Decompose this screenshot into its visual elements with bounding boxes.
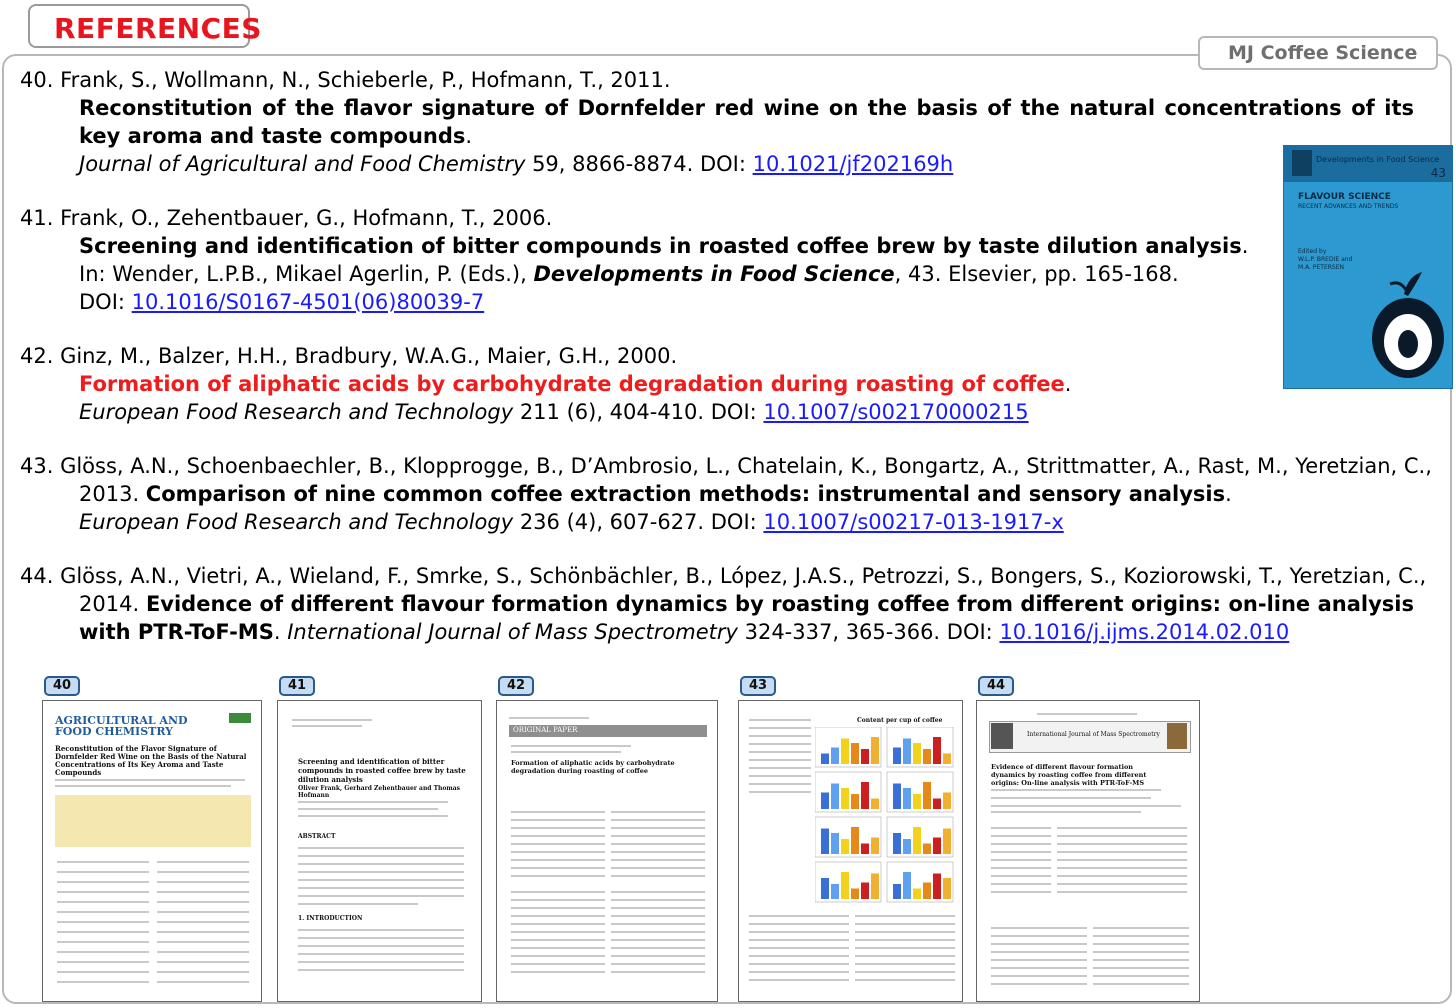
mini-bar <box>923 749 931 764</box>
reference-authors: 40. Frank, S., Wollmann, N., Schieberle, P., Hofmann, T., 2011. <box>20 68 671 92</box>
mini-bar <box>821 829 829 855</box>
paper-thumbnail-40[interactable]: AGRICULTURAL AND FOOD CHEMISTRY Reconstitution of the Flavor Signature of Dornfelder Red Wine on the Basis of the Natural Concentrations of Its Key Aroma and Taste Compounds <box>42 700 262 1002</box>
paper-thumbnail-44[interactable]: International Journal of Mass Spectrometry Evidence of different flavour formation dynamics by roasting coffee from different origins: On-line analysis with PTR-ToF-MS <box>976 700 1200 1002</box>
doi-link[interactable]: 10.1007/s002170000215 <box>763 400 1029 424</box>
reference-authors: 44. Glöss, A.N., Vietri, A., Wieland, F., Smrke, S., Schönbächler, B., López, J.A.S., Petrozzi, S., Bongers, S., Koziorowski, T., Yeretzian, C., <box>20 564 1427 588</box>
paper-thumbnail-42[interactable]: ORIGINAL PAPER Formation of aliphatic acids by carbohydrate degradation during roasting of coffee <box>496 700 718 1002</box>
doi-link[interactable]: 10.1007/s00217-013-1917-x <box>763 510 1064 534</box>
mini-bar <box>913 827 921 854</box>
mini-bar <box>923 844 931 855</box>
paper-thumbnail-43[interactable]: Content per cup of coffee <box>738 700 963 1002</box>
reference-details: 59, 8866-8874. DOI: <box>525 152 753 176</box>
journal-name: European Food Research and Technology <box>79 400 514 424</box>
mini-bar <box>933 874 941 900</box>
mini-bar <box>861 883 869 900</box>
mini-bar <box>933 737 941 764</box>
doi-link[interactable]: 10.1016/j.ijms.2014.02.010 <box>999 620 1290 644</box>
reference-title: Comparison of nine common coffee extraction methods: instrumental and sensory analysis <box>145 482 1226 506</box>
mini-bar <box>861 844 869 855</box>
reference-authors: 41. Frank, O., Zehentbauer, G., Hofmann, T., 2006. <box>20 206 553 230</box>
book-title: Developments in Food Science <box>533 262 895 286</box>
mini-bar <box>841 839 849 854</box>
mini-bar <box>943 754 951 765</box>
abstract-box <box>55 795 251 847</box>
doi-link[interactable]: 10.1021/jf202169h <box>752 152 954 176</box>
mini-bar <box>841 872 849 899</box>
mini-bar <box>933 799 941 810</box>
thumbnail-badge: 42 <box>498 676 534 696</box>
mini-bar <box>923 883 931 900</box>
mini-bar <box>851 827 859 854</box>
mini-bar <box>893 884 901 899</box>
mini-bar <box>831 833 839 854</box>
publisher-text: , 43. Elsevier, pp. 165-168. <box>894 262 1179 286</box>
mini-bar <box>851 743 859 764</box>
page-title: REFERENCES <box>54 12 262 45</box>
mini-bar <box>913 889 921 900</box>
mini-bar <box>923 782 931 809</box>
thumbnail-badge: 43 <box>740 676 776 696</box>
mini-bar <box>943 793 951 810</box>
mini-bar <box>841 788 849 809</box>
mini-bar <box>851 889 859 900</box>
reference-40: 40. Frank, S., Wollmann, N., Schieberle, P., Hofmann, T., 2011. Reconstitution of the flavor signature of Dornfelder red wine on the basis of the natural concentrations of its key aroma and taste compounds. Journal of Agricultural and Food Chemistry 59, 8866-8874. DOI: 10.1021/jf202169h <box>20 66 1420 178</box>
mini-bar <box>871 874 879 900</box>
figure-bar-panels <box>815 727 957 907</box>
mini-bar <box>903 872 911 899</box>
mini-bar <box>943 829 951 855</box>
reference-details: 211 (6), 404-410. DOI: <box>513 400 764 424</box>
mini-bar <box>871 737 879 764</box>
reference-authors: 43. Glöss, A.N., Schoenbaechler, B., Klopprogge, B., D’Ambrosio, L., Chatelain, K., Bongartz, A., Strittmatter, A., Rast, M., Yeretzian, C., <box>20 454 1432 478</box>
apple-emblem-icon <box>1360 264 1446 389</box>
brand-label: MJ Coffee Science <box>1228 42 1418 64</box>
mini-bar <box>871 838 879 855</box>
thumbnail-badge: 40 <box>44 676 80 696</box>
reference-43: 43. Glöss, A.N., Schoenbaechler, B., Klopprogge, B., D’Ambrosio, L., Chatelain, K., Bongartz, A., Strittmatter, A., Rast, M., Yeretzian, C., 2013. Comparison of nine common coffee extraction methods: instrumental and sensory analysis. European Food Research and Technology 236 (4), 607-627. DOI: 10.1007/s00217-013-1917-x <box>20 454 1432 534</box>
journal-name: European Food Research and Technology <box>79 510 514 534</box>
journal-name: Journal of Agricultural and Food Chemistry <box>79 152 526 176</box>
reference-details: 324-337, 365-366. DOI: <box>737 620 1000 644</box>
thumbnail-badge: 41 <box>279 676 315 696</box>
mini-bar <box>903 839 911 854</box>
reference-42: 42. Ginz, M., Balzer, H.H., Bradbury, W.A.G., Maier, G.H., 2000. Formation of aliphatic acids by carbohydrate degradation during roasting of coffee. European Food Research and Technology 211 (6), 404-410. DOI: 10.1007/s002170000215 <box>20 342 1420 426</box>
reference-title: Formation of aliphatic acids by carbohydrate degradation during roasting of coffee <box>79 372 1065 396</box>
editors-text: In: Wender, L.P.B., Mikael Agerlin, P. (Eds.), <box>79 262 534 286</box>
mini-bar <box>913 794 921 809</box>
journal-name: International Journal of Mass Spectrometry <box>287 620 738 644</box>
paper-thumbnail-41[interactable]: Screening and identification of bitter compounds in roasted coffee brew by taste dilution analysis Oliver Frank, Gerhard Zehentbauer and Thomas Hofmann ABSTRACT 1. INTRODUCTION <box>277 700 482 1002</box>
brand-tab <box>1198 36 1438 70</box>
mini-bar <box>831 884 839 899</box>
mini-bar <box>821 754 829 765</box>
reference-title: Reconstitution of the flavor signature of Dornfelder red wine on the basis of the natural concentrations of its key aroma and taste compounds <box>79 96 1414 148</box>
reference-authors: 42. Ginz, M., Balzer, H.H., Bradbury, W.A.G., Maier, G.H., 2000. <box>20 344 678 368</box>
publisher-logo <box>991 723 1013 749</box>
mini-bar <box>903 788 911 809</box>
reference-list <box>20 66 1432 646</box>
references-title-tab <box>28 4 262 48</box>
mini-bar <box>943 878 951 899</box>
mini-bar <box>821 793 829 810</box>
mini-bar <box>841 739 849 765</box>
publisher-logo <box>1292 150 1312 176</box>
mini-bar <box>821 878 829 899</box>
reference-44: 44. Glöss, A.N., Vietri, A., Wieland, F., Smrke, S., Schönbächler, B., López, J.A.S., Petrozzi, S., Bongers, S., Koziorowski, T., Yeretzian, C., 2014. Evidence of different flavour formation dynamics by roasting coffee from different origins: on-line analysis with PTR-ToF-MS. International Journal of Mass Spectrometry 324-337, 365-366. DOI: 10.1016/j.ijms.2014.02.010 <box>20 564 1427 644</box>
mini-bar <box>831 784 839 810</box>
reference-details: 236 (4), 607-627. DOI: <box>513 510 764 534</box>
reference-title: Evidence of different flavour formation dynamics by roasting coffee from different origins: on-line analysis with PTR-ToF-MS <box>79 592 1414 644</box>
thumbnail-badge: 44 <box>978 676 1014 696</box>
mini-bar <box>831 748 839 765</box>
mini-bar <box>893 748 901 765</box>
reference-41: 41. Frank, O., Zehentbauer, G., Hofmann, T., 2006. Screening and identification of bitter compounds in roasted coffee brew by taste dilution analysis. In: Wender, L.P.B., Mikael Agerlin, P. (Eds.), Developments in Food Science, 43. Elsevier, pp. 165-168. DOI: 10.1016/S0167-4501(06)80039-7 <box>20 204 1420 316</box>
book-cover-image: Developments in Food Science 43 FLAVOUR SCIENCE RECENT ADVANCES AND TRENDS Edited by W.L.P. BREDIE and M.A. PETERSEN <box>1283 145 1453 389</box>
mini-bar <box>861 749 869 764</box>
mini-bar <box>913 743 921 764</box>
mini-bar <box>851 794 859 809</box>
mini-bar <box>893 833 901 854</box>
mini-bar <box>861 782 869 809</box>
mini-bar <box>893 784 901 810</box>
mini-bar <box>903 739 911 765</box>
mini-bar <box>933 838 941 855</box>
doi-link[interactable]: 10.1016/S0167-4501(06)80039-7 <box>131 290 485 314</box>
reference-title: Screening and identification of bitter compounds in roasted coffee brew by taste dilution analysis <box>79 234 1242 258</box>
mini-bar <box>871 799 879 810</box>
